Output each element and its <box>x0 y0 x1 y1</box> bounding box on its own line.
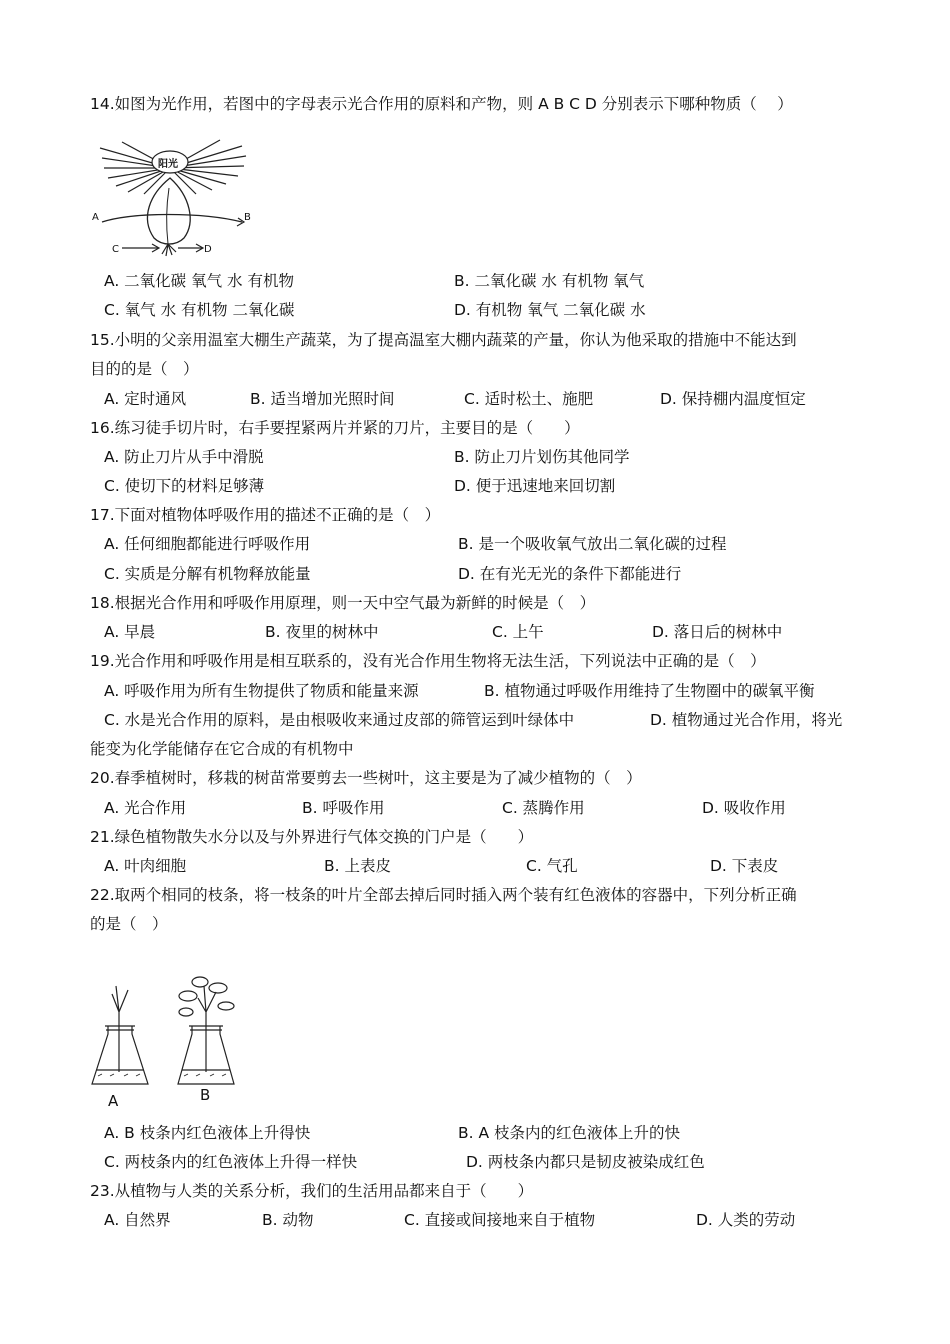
q18-option-b: B. 夜里的树林中 <box>265 623 379 641</box>
q22-option-d: D. 两枝条内都只是韧皮被染成红色 <box>466 1153 705 1171</box>
question-16-stem: 16.练习徒手切片时，右手要捏紧两片并紧的刀片，主要目的是（ ） <box>90 419 580 437</box>
question-15-stem-2: 目的的是（ ） <box>90 360 199 378</box>
q18-option-c: C. 上午 <box>492 623 544 641</box>
label-c: C <box>112 244 119 255</box>
q14-option-d: D. 有机物 氧气 二氧化碳 水 <box>454 301 646 319</box>
q23-option-a: A. 自然界 <box>104 1211 171 1229</box>
q19-option-b: B. 植物通过呼吸作用维持了生物圈中的碳氧平衡 <box>484 682 815 700</box>
q19-option-d-continuation: 能变为化学能储存在它合成的有机物中 <box>90 740 354 758</box>
question-21-stem: 21.绿色植物散失水分以及与外界进行气体交换的门户是（ ） <box>90 828 534 846</box>
q20-option-c: C. 蒸腾作用 <box>502 799 585 817</box>
q22-option-a: A. B 枝条内红色液体上升得快 <box>104 1124 311 1142</box>
label-d: D <box>204 244 212 255</box>
q21-option-c: C. 气孔 <box>526 857 578 875</box>
q17-option-a: A. 任何细胞都能进行呼吸作用 <box>104 535 311 553</box>
question-18-stem: 18.根据光合作用和呼吸作用原理，则一天中空气最为新鲜的时候是（ ） <box>90 594 596 612</box>
q21-option-d: D. 下表皮 <box>710 857 779 875</box>
question-22-stem: 22.取两个相同的枝条，将一枝条的叶片全部去掉后同时插入两个装有红色液体的容器中，下列分析正确 <box>90 886 797 904</box>
q16-option-a: A. 防止刀片从手中滑脱 <box>104 448 264 466</box>
label-b: B <box>244 212 251 223</box>
q21-option-a: A. 叶肉细胞 <box>104 857 187 875</box>
question-15-stem: 15.小明的父亲用温室大棚生产蔬菜，为了提高温室大棚内蔬菜的产量，你认为他采取的措施中不能达到 <box>90 331 797 349</box>
question-22-stem-2: 的是（ ） <box>90 915 168 933</box>
label-a: A <box>92 212 99 223</box>
q22-option-b: B. A 枝条内的红色液体上升的快 <box>458 1124 681 1142</box>
question-19-stem: 19.光合作用和呼吸作用是相互联系的，没有光合作用生物将无法生活，下列说法中正确的是（ ） <box>90 652 766 670</box>
q18-option-a: A. 早晨 <box>104 623 156 641</box>
q19-option-d: D. 植物通过光合作用，将光 <box>650 711 843 729</box>
q20-option-a: A. 光合作用 <box>104 799 187 817</box>
q14-option-c: C. 氧气 水 有机物 二氧化碳 <box>104 301 295 319</box>
q21-option-b: B. 上表皮 <box>324 857 391 875</box>
question-14-stem: 14.如图为光作用，若图中的字母表示光合作用的原料和产物，则 A B C D 分别表示下哪种物质（ ） <box>90 95 793 113</box>
q15-option-b: B. 适当增加光照时间 <box>250 390 395 408</box>
q15-option-c: C. 适时松土、施肥 <box>464 390 594 408</box>
flask-figure <box>88 972 248 1112</box>
q15-option-a: A. 定时通风 <box>104 390 187 408</box>
q16-option-d: D. 便于迅速地来回切割 <box>454 477 616 495</box>
q19-option-c: C. 水是光合作用的原料，是由根吸收来通过皮部的筛管运到叶绿体中 <box>104 711 575 729</box>
q17-option-d: D. 在有光无光的条件下都能进行 <box>458 565 682 583</box>
q14-option-b: B. 二氧化碳 水 有机物 氧气 <box>454 272 645 290</box>
q17-option-c: C. 实质是分解有机物释放能量 <box>104 565 311 583</box>
question-23-stem: 23.从植物与人类的关系分析，我们的生活用品都来自于（ ） <box>90 1182 534 1200</box>
q23-option-c: C. 直接或间接地来自于植物 <box>404 1211 596 1229</box>
question-20-stem: 20.春季植树时，移栽的树苗常要剪去一些树叶，这主要是为了减少植物的（ ） <box>90 769 642 787</box>
flask-diagram <box>88 972 248 1112</box>
q16-option-c: C. 使切下的材料足够薄 <box>104 477 265 495</box>
q17-option-b: B. 是一个吸收氧气放出二氧化碳的过程 <box>458 535 727 553</box>
q20-option-d: D. 吸收作用 <box>702 799 786 817</box>
photosynthesis-diagram <box>92 138 262 260</box>
sun-label: 阳光 <box>158 159 178 170</box>
q18-option-d: D. 落日后的树林中 <box>652 623 783 641</box>
q22-option-c: C. 两枝条内的红色液体上升得一样快 <box>104 1153 358 1171</box>
photosynthesis-figure <box>92 138 262 260</box>
q20-option-b: B. 呼吸作用 <box>302 799 385 817</box>
q19-option-a: A. 呼吸作用为所有生物提供了物质和能量来源 <box>104 682 419 700</box>
q23-option-b: B. 动物 <box>262 1211 314 1229</box>
q14-option-a: A. 二氧化碳 氧气 水 有机物 <box>104 272 294 290</box>
question-17-stem: 17.下面对植物体呼吸作用的描述不正确的是（ ） <box>90 506 441 524</box>
flask-label-a: A <box>108 1092 119 1110</box>
flask-label-b: B <box>200 1086 211 1104</box>
q23-option-d: D. 人类的劳动 <box>696 1211 796 1229</box>
q16-option-b: B. 防止刀片划伤其他同学 <box>454 448 630 466</box>
q15-option-d: D. 保持棚内温度恒定 <box>660 390 806 408</box>
